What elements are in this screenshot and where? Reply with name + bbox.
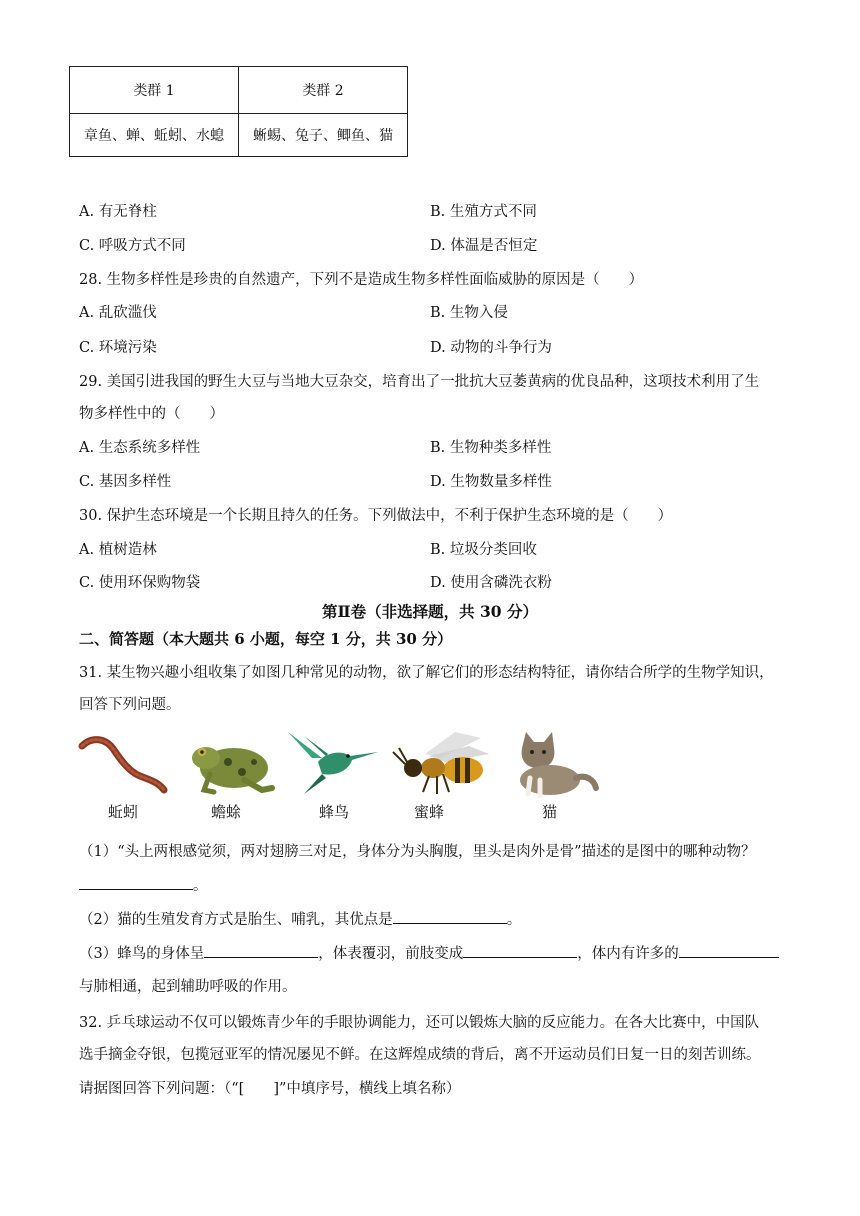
- q27-option-b: B. 生殖方式不同: [430, 204, 537, 220]
- label-bee: 蜜蜂: [414, 803, 445, 821]
- q30-option-c: C. 使用环保购物袋: [79, 575, 201, 591]
- q31-sub1-answer: 。: [79, 874, 208, 895]
- answer-blank-3[interactable]: [204, 943, 318, 958]
- q27-option-d: D. 体温是否恒定: [430, 238, 538, 254]
- label-earthworm: 蚯蚓: [108, 803, 139, 821]
- answer-blank-1[interactable]: [79, 875, 193, 890]
- q29-option-d: D. 生物数量多样性: [430, 474, 552, 490]
- q28-option-b: B. 生物入侵: [430, 305, 508, 321]
- q30-option-b: B. 垃圾分类回收: [430, 542, 537, 558]
- q30-option-a: A. 植树造林: [79, 542, 157, 558]
- table-cell-group2: 蜥蜴、兔子、鲫鱼、猫: [239, 114, 408, 157]
- answer-blank-4[interactable]: [463, 943, 577, 958]
- q27-option-a: A. 有无脊柱: [79, 204, 157, 220]
- q29-option-a: A. 生态系统多样性: [79, 440, 201, 456]
- q32-line3: 请据图回答下列问题：（“[ ]”中填序号，横线上填名称）: [79, 1081, 461, 1097]
- q30-option-d: D. 使用含磷洗衣粉: [430, 575, 552, 591]
- answer-blank-5[interactable]: [679, 943, 779, 958]
- q31-sub2: （2）猫的生殖发育方式是胎生、哺乳，其优点是 。: [79, 908, 521, 929]
- toad-image: [184, 728, 276, 798]
- q31-sub3-line2: 与肺相通，起到辅助呼吸的作用。: [79, 979, 297, 995]
- q29-stem-line2: 物多样性中的（ ）: [79, 406, 224, 422]
- q28-option-a: A. 乱砍滥伐: [79, 305, 157, 321]
- q31-sub3-line1: （3）蜂鸟的身体呈 ，体表覆羽，前肢变成 ，体内有许多的: [79, 942, 779, 963]
- table-header-group2: 类群 2: [239, 67, 408, 114]
- table-header-group1: 类群 1: [70, 67, 239, 114]
- q29-stem-line1: 29. 美国引进我国的野生大豆与当地大豆杂交，培育出了一批抗大豆萎黄病的优良品种，这项技术利用了生: [79, 374, 760, 390]
- q31-stem-line2: 回答下列问题。: [79, 697, 181, 713]
- q28-option-c: C. 环境污染: [79, 340, 157, 356]
- q30-stem: 30. 保护生态环境是一个长期且持久的任务。下列做法中，不利于保护生态环境的是（ ）: [79, 508, 673, 524]
- q32-line1: 32. 乒乓球运动不仅可以锻炼青少年的手眼协调能力，还可以锻炼大脑的反应能力。在各大比赛中，中国队: [79, 1015, 760, 1031]
- q27-option-c: C. 呼吸方式不同: [79, 238, 186, 254]
- label-hummingbird: 蜂鸟: [319, 803, 350, 821]
- q28-stem: 28. 生物多样性是珍贵的自然遗产，下列不是造成生物多样性面临威胁的原因是（ ）: [79, 272, 644, 288]
- bee-image: [385, 728, 493, 798]
- q32-line2: 选手摘金夺银，包揽冠亚军的情况屡见不鲜。在这辉煌成绩的背后，离不开运动员们日复一日的刻苦训练。: [79, 1047, 761, 1063]
- q29-option-b: B. 生物种类多样性: [430, 440, 552, 456]
- classification-table: [69, 66, 408, 157]
- answer-blank-2[interactable]: [393, 909, 507, 924]
- hummingbird-image: [282, 728, 382, 798]
- part2-title: 第Ⅱ卷（非选择题，共 30 分）: [322, 602, 538, 621]
- cat-image: [500, 728, 600, 798]
- label-toad: 蟾蜍: [211, 803, 242, 821]
- q29-option-c: C. 基因多样性: [79, 474, 172, 490]
- table-cell-group1: 章鱼、蝉、蚯蚓、水螅: [70, 114, 239, 157]
- q31-sub1-text: （1）“头上两根感觉须，两对翅膀三对足，身体分为头胸腹，里头是肉外是骨”描述的是图中的哪种动物？: [79, 844, 756, 860]
- q28-option-d: D. 动物的斗争行为: [430, 340, 552, 356]
- label-cat: 猫: [542, 803, 558, 821]
- earthworm-image: [78, 728, 170, 798]
- q31-stem-line1: 31. 某生物兴趣小组收集了如图几种常见的动物，欲了解它们的形态结构特征，请你结合所学的生物学知识，: [79, 665, 774, 681]
- section2-title: 二、简答题（本大题共 6 小题，每空 1 分，共 30 分）: [79, 630, 453, 648]
